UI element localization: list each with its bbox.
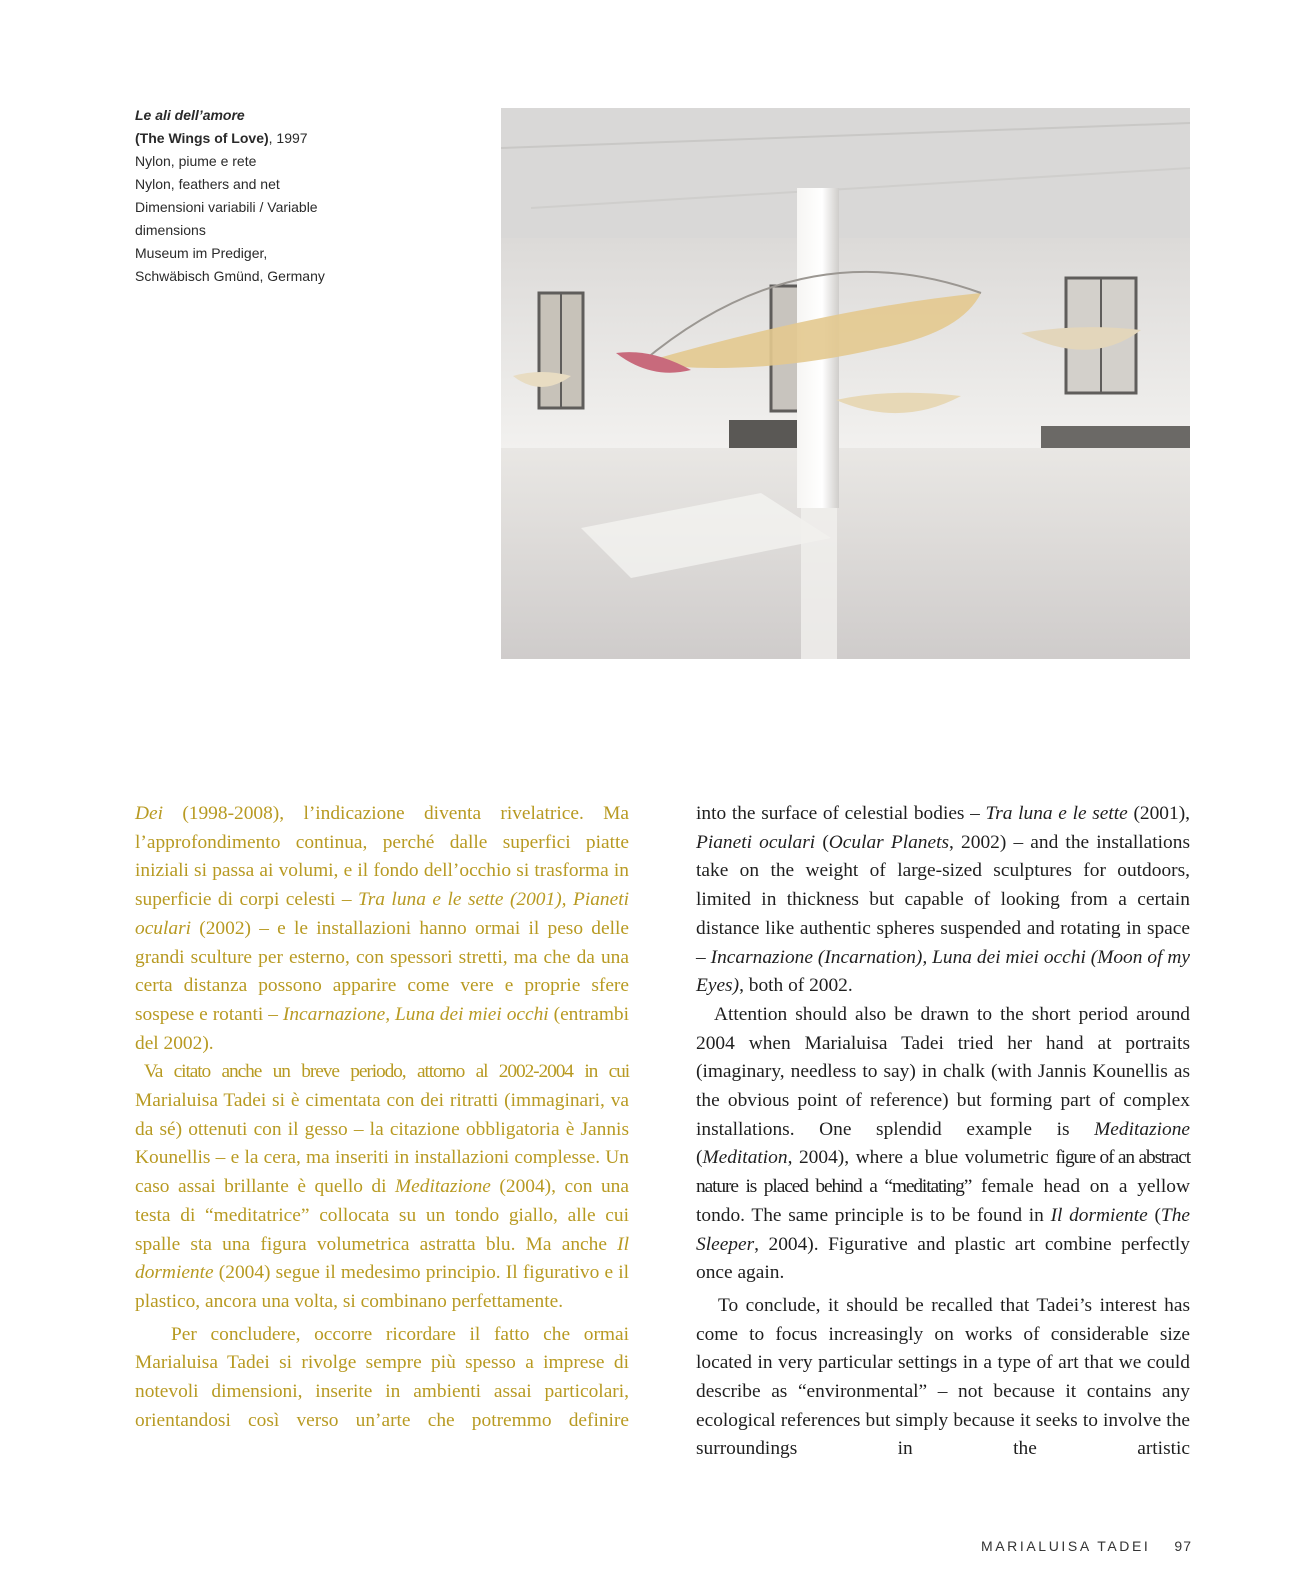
caption-line: Schwäbisch Gmünd, Germany [135,268,325,284]
italian-paragraph-2 [135,1058,629,1316]
text-run: , 2002) – and the installations take on the weight of large-sized sculptures for outdoors, limited in thickness but capable of looking from a certain distance like authentic spheres suspended and rotating in space – [696,831,1190,968]
running-head: MARIALUISA TADEI [980,1538,1151,1554]
text-run: Per concludere, occorre ricordare il fatto che ormai Marialuisa Tadei si rivolge sempre più spesso a imprese di notevoli dimensioni, inserite in ambienti assai particolari, orientandosi così verso un’arte che potremmo definire [135,1323,629,1431]
italic-title: The Sleeper [696,1204,1190,1255]
text-run: (1998-2008), l’indicazione diventa rivelatrice. Ma l’approfondimento continua, perché dalle superfici piatte iniziali si passa ai volumi, e il fondo dell’occhio si trasforma in superficie di corpi celesti – [135,803,629,911]
italian-paragraph-1 [135,800,629,1058]
text-run: (2001), [1127,803,1190,824]
caption-subtitle: (The Wings of Love) [135,130,269,146]
caption-line: Nylon, piume e rete [135,153,257,169]
italic-title: Incarnazione, Luna dei miei occhi [282,1003,549,1025]
caption-line: Museum im Prediger, [135,245,268,261]
caption-title: Le ali dell’amore [135,107,245,123]
text-run: , 2004), where a blue volumetric [787,1147,1056,1169]
text-run: (entrambi del 2002). [135,1003,629,1054]
caption-line: dimensions [135,222,206,238]
italic-title: Dei [135,803,163,824]
text-run: (2004), con una testa di “meditatrice” collocata su un tondo giallo, alle cui spalle sta una figura volumetrica astratta blu. Ma anche [135,1176,629,1255]
text-run: ( [696,1147,703,1169]
italic-title: Il dormiente [1050,1204,1148,1226]
text-run: (2002) – e le installazioni hanno ormai il peso delle grandi sculture per esterno, con spessori stretti, ma che da una certa distanza possono apparire come vere e proprie sfere sospese e rotanti – [135,917,629,1025]
page-number: 97 [1174,1538,1192,1554]
italic-title: Incarnazione (Incarnation), Luna dei miei occhi (Moon of my Eyes) [696,946,1190,997]
text-run: Marialuisa Tadei si è cimentata con dei ritratti (immaginari, va da sé) ottenuti con il gesso – la citazione obbligatoria è Jannis Kounellis – e la cera, ma inseriti in installazioni complesse. Un caso assai brillante è quello di [135,1090,629,1198]
text-run: , 2004). Figurative and plastic art combine perfectly once again. [696,1233,1190,1284]
text-run: female head on a yellow tondo. The same principle is to be found in [696,1176,1190,1226]
italic-title: Ocular Planets [828,831,950,853]
english-text-column [696,800,1190,1464]
installation-photo [501,108,1190,659]
italic-title: Il dormiente [135,1233,629,1284]
text-run: , both of 2002. [739,975,853,997]
text-run: Va citato anche un breve periodo, attorno al 2002-2004 in cui [144,1061,629,1083]
english-paragraph-1 [696,800,1190,1001]
italic-title: Tra luna e le sette (2001), Pianeti oculari [135,889,629,939]
italian-text-column [135,800,629,1435]
italic-title: Meditation [702,1147,788,1169]
text-run: (2004) segue il medesimo principio. Il figurativo e il plastico, ancora una volta, si combinano perfettamente. [135,1262,629,1312]
figure-caption [135,104,365,288]
text-run: Attention should also be drawn to the short period around 2004 when Marialuisa Tadei tried her hand at portraits (imaginary, needless to say) in chalk (with Jannis Kounellis as the obvious point of reference) but forming part of complex installations. One splendid example is [696,1003,1190,1140]
caption-line: Nylon, feathers and net [135,176,280,192]
text-run: figure of an abstract nature is placed behind a “meditating” [696,1147,1190,1198]
english-paragraph-2 [696,1001,1190,1288]
caption-year: , 1997 [268,130,308,146]
english-paragraph-3 [696,1292,1190,1464]
italic-title: Meditazione [395,1176,491,1198]
italic-title: Pianeti oculari [696,831,816,853]
caption-line: Dimensioni variabili / Variable [135,199,318,215]
text-run: into the surface of celestial bodies – [696,803,986,824]
italian-paragraph-3 [135,1321,629,1436]
italic-title: Meditazione [1094,1118,1190,1140]
text-run: ( [815,831,829,853]
caption-subtitle-line [135,127,365,150]
text-run: To conclude, it should be recalled that Tadei’s interest has come to focus increasingly on works of considerable size located in very particular settings in a type of art that we could describe as “environmental” – not because it contains any ecological references but simply because it seeks to involve the surroundings in the artistic [696,1294,1190,1460]
italic-title: Tra luna e le sette [985,803,1128,824]
gallery-installation-image [501,108,1190,659]
page-footer [981,1538,1192,1554]
text-run: ( [1147,1204,1161,1226]
